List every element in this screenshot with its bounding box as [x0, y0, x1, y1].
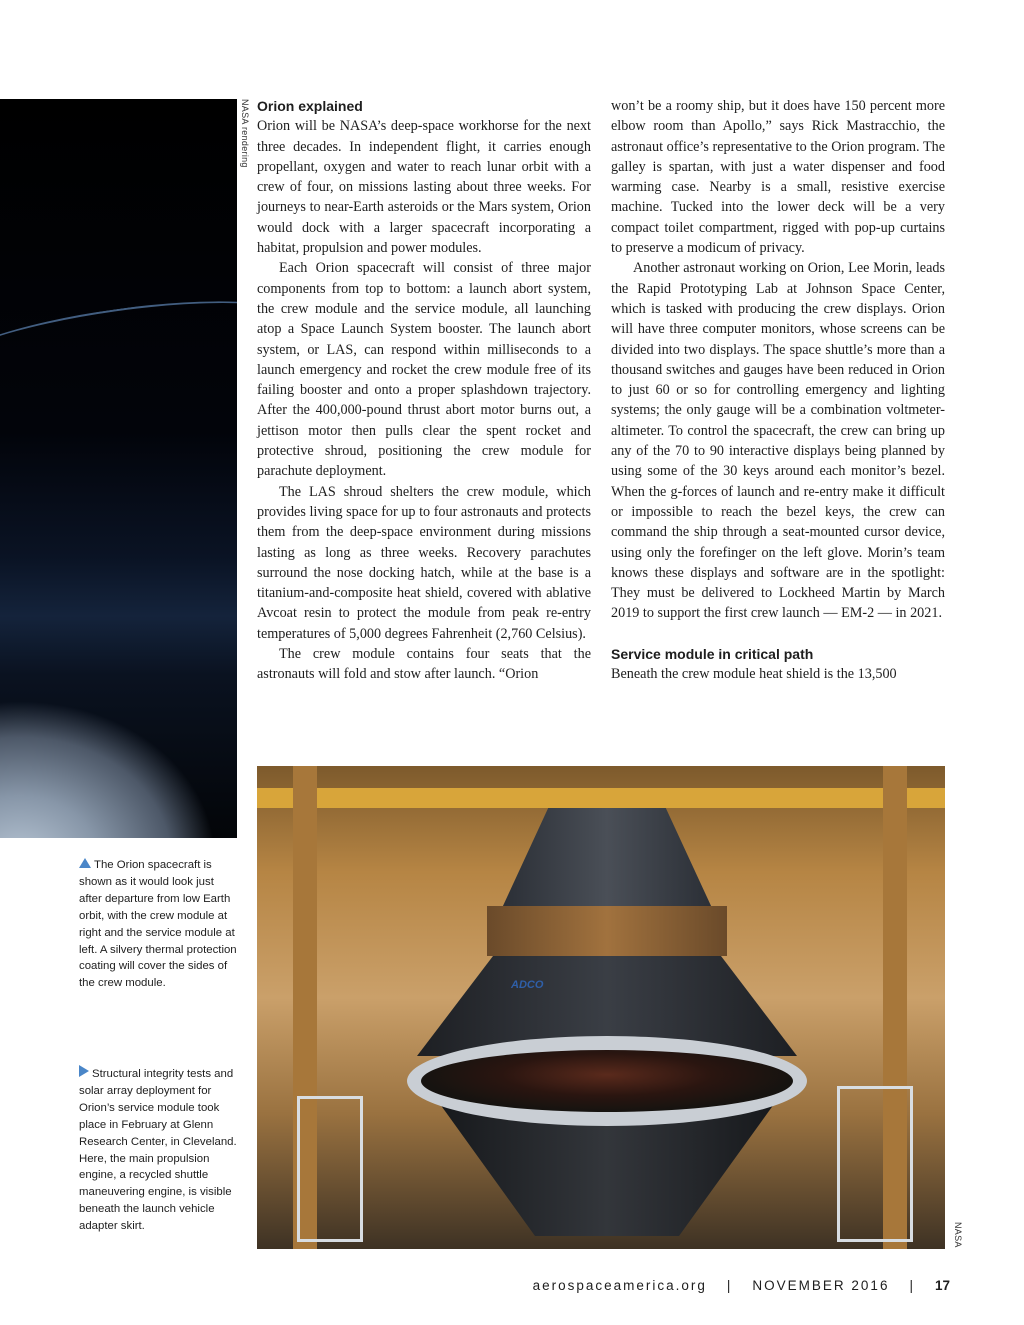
- photo-credit-left: NASA rendering: [240, 99, 250, 168]
- paragraph: Orion will be NASA’s deep-space workhorse for the next three decades. In independent flight, it carries enough propellant, oxygen and water to reach lunar orbit with a crew of four, on missions lasting about three weeks. For journeys to near-Earth asteroids or the Mars system, Orion would dock with a larger spacecraft incorporating a habitat, propulsion and power modules.: [257, 118, 591, 257]
- footer-separator: |: [726, 1277, 733, 1293]
- adco-logo: ADCO: [511, 979, 544, 991]
- service-module-test-photo: [257, 766, 945, 1249]
- section-heading-service-module: Service module in critical path: [611, 645, 814, 662]
- caption-service-module: [79, 1065, 239, 1235]
- article-column-right: [611, 96, 945, 684]
- caption-text: The Orion spacecraft is shown as it would look just after departure from low Earth orbit, with the crew module at right and the service module at left. A silvery thermal protection coating will cover the sides of the crew module.: [79, 859, 237, 990]
- page-footer: [520, 1275, 950, 1295]
- triangle-right-icon: [79, 1065, 89, 1077]
- paragraph: Another astronaut working on Orion, Lee Morin, leads the Rapid Prototyping Lab at Johnson Space Center, which is tasked with producing the crew displays. Orion will have three computer monitors, whose screens can be divided into two displays. The space shuttle’s more than a thousand switches and gauges have been reduced in Orion to just 60 or so for controlling emergency and lighting systems; the only gauge will be a combination voltmeter-altimeter. To control the spacecraft, the crew can bring up any of the 70 to 90 interactive displays being planned by using some of the 30 keys around each monitor’s bezel. When the g-forces of launch and re-entry make it difficult or impossible to reach the bezel keys, the crew can command the ship through a seat-mounted cursor device, using only the forefinger on the left glove. Morin’s team knows these displays and software are in the spotlight: They must be delivered to Lockheed Martin by March 2019 to support the first crew launch — EM-2 — in 2021.: [611, 260, 945, 622]
- paragraph: Each Orion spacecraft will consist of three major components from top to bottom: a launch abort system, the crew module and the service module, all launching atop a Space Launch System booster. The launch abort system, or LAS, can respond within milliseconds to a launch emergency and rocket the crew module free of its failing booster and onto a proper splashdown trajectory. After the 400,000-pound thrust abort motor burns out, a jettison motor then pulls clear the spent rocket and protective shroud, positioning the crew module for parachute deployment.: [257, 260, 591, 480]
- footer-issue: NOVEMBER 2016: [752, 1277, 890, 1293]
- paragraph: The crew module contains four seats that the astronauts will fold and stow after launch. “Orion: [257, 646, 591, 683]
- page-number: 17: [934, 1277, 950, 1293]
- paragraph: won’t be a roomy ship, but it does have 150 percent more elbow room than Apollo,” says Rick Mastracchio, the astronaut office’s representative to the Orion program. The galley is spartan, with just a water dispenser and food warming case. Nearby is a small, resistive exercise machine. Tucked into the lower deck will be a very compact toilet compartment, rigged with pop-up curtains to preserve a modicum of privacy.: [611, 98, 945, 257]
- triangle-up-icon: [79, 858, 91, 868]
- photo-credit-right: NASA: [953, 1222, 963, 1248]
- paragraph: The LAS shroud shelters the crew module, which provides living space for up to four astronauts and protects them from the deep-space environment during missions lasting as long as three weeks. Recovery parachutes surround the nose docking hatch, while at the base is a titanium-and-composite heat shield, covered with ablative Avcoat resin to protect the module from peak re-entry temperatures of 5,000 degrees Fahrenheit (2,760 Celsius).: [257, 483, 591, 642]
- footer-site: aerospaceamerica.org: [532, 1277, 707, 1293]
- caption-text: Structural integrity tests and solar array deployment for Orion’s service module took place in February at Glenn Research Center, in Cleveland. Here, the main propulsion engine, a recycled shuttle maneuvering engine, is visible beneath the launch vehicle adapter skirt.: [79, 1068, 237, 1233]
- caption-orion-rendering: [79, 857, 239, 992]
- section-heading-orion-explained: Orion explained: [257, 98, 363, 114]
- footer-separator: |: [909, 1277, 915, 1293]
- paragraph: Beneath the crew module heat shield is the 13,500: [611, 666, 897, 683]
- orion-rendering-photo: [0, 99, 237, 838]
- article-column-left: [257, 96, 591, 685]
